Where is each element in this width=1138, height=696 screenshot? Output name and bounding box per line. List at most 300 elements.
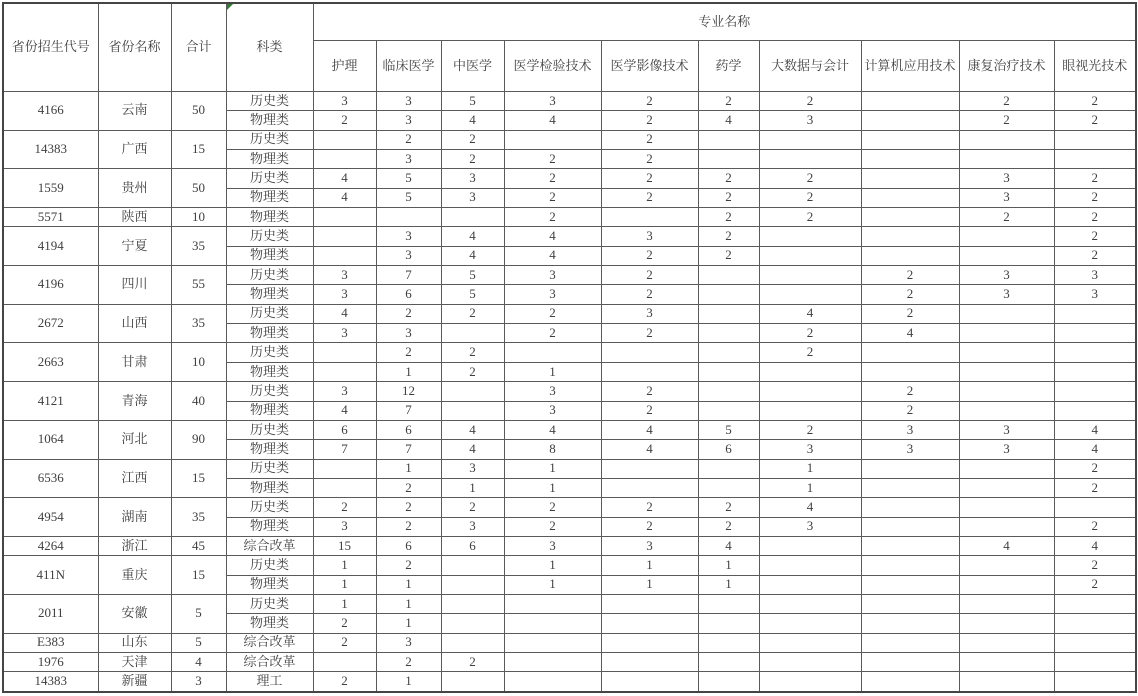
cell-value-临床医学: 2 <box>376 498 441 517</box>
cell-value-大数据与会计 <box>759 594 861 613</box>
cell-total: 55 <box>171 266 226 305</box>
table-row-江西-历史类 <box>3 459 1136 478</box>
cell-value-计算机应用技术 <box>861 517 959 536</box>
cell-value-眼视光技术 <box>1054 130 1136 149</box>
header-subject-category-label: 科类 <box>256 39 283 55</box>
table-row-陕西-物理类 <box>3 208 1136 227</box>
cell-value-药学 <box>698 459 759 478</box>
cell-value-眼视光技术 <box>1054 594 1136 613</box>
cell-category: 物理类 <box>226 614 313 633</box>
cell-value-药学 <box>698 652 759 671</box>
cell-value-大数据与会计: 3 <box>759 111 861 130</box>
cell-category: 物理类 <box>226 285 313 304</box>
cell-value-药学 <box>698 382 759 401</box>
cell-category: 物理类 <box>226 208 313 227</box>
cell-province-code: 2011 <box>3 594 98 633</box>
cell-value-医学检验技术: 3 <box>504 401 601 420</box>
cell-province-code: 4166 <box>3 92 98 131</box>
cell-value-医学检验技术 <box>504 614 601 633</box>
cell-value-医学检验技术: 1 <box>504 556 601 575</box>
cell-value-医学影像技术: 4 <box>601 420 698 439</box>
cell-total: 35 <box>171 304 226 343</box>
cell-category: 历史类 <box>226 343 313 362</box>
cell-value-医学影像技术: 4 <box>601 440 698 459</box>
cell-value-中医学 <box>441 382 504 401</box>
cell-value-大数据与会计 <box>759 652 861 671</box>
cell-value-康复治疗技术: 2 <box>959 92 1054 111</box>
cell-province-code: 411N <box>3 556 98 595</box>
cell-province-code: 1559 <box>3 169 98 208</box>
cell-value-医学影像技术: 2 <box>601 188 698 207</box>
cell-total: 15 <box>171 130 226 169</box>
cell-value-眼视光技术: 3 <box>1054 285 1136 304</box>
cell-category: 综合改革 <box>226 633 313 652</box>
cell-province-name: 青海 <box>98 382 171 421</box>
cell-value-康复治疗技术 <box>959 324 1054 343</box>
cell-value-药学 <box>698 614 759 633</box>
cell-value-计算机应用技术 <box>861 111 959 130</box>
cell-value-康复治疗技术: 2 <box>959 208 1054 227</box>
cell-value-护理 <box>313 227 376 246</box>
header-major-9: 眼视光技术 <box>1054 41 1136 92</box>
cell-total: 4 <box>171 652 226 671</box>
cell-value-计算机应用技术 <box>861 343 959 362</box>
header-major-7: 计算机应用技术 <box>861 41 959 92</box>
cell-value-中医学: 2 <box>441 130 504 149</box>
cell-value-临床医学: 3 <box>376 92 441 111</box>
cell-value-医学影像技术 <box>601 672 698 692</box>
cell-value-大数据与会计 <box>759 633 861 652</box>
cell-value-康复治疗技术 <box>959 517 1054 536</box>
cell-value-护理 <box>313 362 376 381</box>
cell-value-医学影像技术: 2 <box>601 401 698 420</box>
cell-category: 物理类 <box>226 517 313 536</box>
cell-value-眼视光技术 <box>1054 401 1136 420</box>
cell-value-大数据与会计: 1 <box>759 459 861 478</box>
cell-value-医学检验技术: 4 <box>504 246 601 265</box>
cell-value-计算机应用技术 <box>861 169 959 188</box>
header-total: 合计 <box>171 3 226 92</box>
cell-value-药学: 1 <box>698 575 759 594</box>
cell-category: 物理类 <box>226 401 313 420</box>
cell-value-医学检验技术: 3 <box>504 285 601 304</box>
cell-value-药学 <box>698 324 759 343</box>
cell-value-医学影像技术 <box>601 459 698 478</box>
cell-value-康复治疗技术 <box>959 498 1054 517</box>
cell-value-护理 <box>313 343 376 362</box>
cell-total: 5 <box>171 633 226 652</box>
cell-province-code: 6536 <box>3 459 98 498</box>
cell-value-临床医学: 1 <box>376 362 441 381</box>
cell-value-计算机应用技术 <box>861 130 959 149</box>
cell-province-name: 陕西 <box>98 208 171 227</box>
cell-value-医学检验技术 <box>504 130 601 149</box>
cell-value-中医学: 4 <box>441 440 504 459</box>
header-major-group: 专业名称 <box>313 3 1136 41</box>
cell-value-药学: 2 <box>698 517 759 536</box>
cell-value-临床医学: 7 <box>376 266 441 285</box>
cell-value-药学: 4 <box>698 111 759 130</box>
cell-value-护理: 3 <box>313 517 376 536</box>
table-row-天津-综合改革 <box>3 652 1136 671</box>
header-major-3: 医学检验技术 <box>504 41 601 92</box>
cell-value-大数据与会计 <box>759 227 861 246</box>
cell-province-code: 1976 <box>3 652 98 671</box>
cell-value-康复治疗技术: 3 <box>959 169 1054 188</box>
cell-value-大数据与会计 <box>759 672 861 692</box>
header-major-2: 中医学 <box>441 41 504 92</box>
cell-category: 物理类 <box>226 575 313 594</box>
cell-value-临床医学: 2 <box>376 652 441 671</box>
cell-value-医学检验技术: 2 <box>504 169 601 188</box>
cell-value-护理: 3 <box>313 285 376 304</box>
cell-value-康复治疗技术 <box>959 672 1054 692</box>
cell-value-医学检验技术 <box>504 652 601 671</box>
cell-value-药学: 5 <box>698 420 759 439</box>
cell-category: 历史类 <box>226 130 313 149</box>
cell-value-药学: 6 <box>698 440 759 459</box>
cell-value-临床医学: 1 <box>376 594 441 613</box>
cell-value-医学影像技术 <box>601 343 698 362</box>
cell-value-医学检验技术: 8 <box>504 440 601 459</box>
table-row-安徽-历史类 <box>3 594 1136 613</box>
cell-value-眼视光技术 <box>1054 672 1136 692</box>
cell-value-中医学 <box>441 672 504 692</box>
cell-category: 历史类 <box>226 266 313 285</box>
cell-value-药学: 2 <box>698 246 759 265</box>
cell-value-康复治疗技术: 3 <box>959 420 1054 439</box>
cell-value-中医学: 3 <box>441 459 504 478</box>
cell-value-医学影像技术: 3 <box>601 304 698 323</box>
table-row-湖南-历史类 <box>3 498 1136 517</box>
cell-value-康复治疗技术 <box>959 575 1054 594</box>
cell-value-临床医学: 2 <box>376 556 441 575</box>
cell-category: 历史类 <box>226 227 313 246</box>
cell-value-医学影像技术: 1 <box>601 556 698 575</box>
cell-category: 物理类 <box>226 188 313 207</box>
cell-value-中医学: 6 <box>441 536 504 555</box>
cell-value-康复治疗技术 <box>959 594 1054 613</box>
cell-value-药学: 2 <box>698 227 759 246</box>
cell-value-临床医学: 3 <box>376 633 441 652</box>
cell-category: 历史类 <box>226 92 313 111</box>
cell-value-康复治疗技术 <box>959 150 1054 169</box>
cell-value-护理: 4 <box>313 188 376 207</box>
cell-value-临床医学: 12 <box>376 382 441 401</box>
cell-value-眼视光技术: 2 <box>1054 246 1136 265</box>
cell-value-护理 <box>313 150 376 169</box>
cell-value-护理: 1 <box>313 594 376 613</box>
cell-value-医学检验技术 <box>504 672 601 692</box>
cell-value-药学 <box>698 266 759 285</box>
cell-value-中医学: 2 <box>441 150 504 169</box>
cell-category: 历史类 <box>226 169 313 188</box>
cell-value-康复治疗技术 <box>959 343 1054 362</box>
cell-value-大数据与会计: 3 <box>759 440 861 459</box>
cell-value-医学检验技术: 1 <box>504 575 601 594</box>
cell-value-医学检验技术: 1 <box>504 459 601 478</box>
cell-value-医学影像技术: 2 <box>601 246 698 265</box>
cell-province-name: 山东 <box>98 633 171 652</box>
cell-total: 45 <box>171 536 226 555</box>
cell-value-大数据与会计 <box>759 536 861 555</box>
cell-value-护理: 3 <box>313 92 376 111</box>
cell-total: 40 <box>171 382 226 421</box>
cell-value-医学影像技术 <box>601 594 698 613</box>
cell-value-中医学: 5 <box>441 266 504 285</box>
cell-total: 10 <box>171 208 226 227</box>
cell-value-中医学: 3 <box>441 517 504 536</box>
cell-value-大数据与会计: 2 <box>759 169 861 188</box>
cell-total: 10 <box>171 343 226 382</box>
cell-value-眼视光技术: 2 <box>1054 111 1136 130</box>
cell-value-医学影像技术 <box>601 208 698 227</box>
cell-value-康复治疗技术: 3 <box>959 440 1054 459</box>
cell-value-中医学: 3 <box>441 169 504 188</box>
cell-value-护理 <box>313 246 376 265</box>
cell-value-药学 <box>698 594 759 613</box>
cell-value-临床医学: 3 <box>376 111 441 130</box>
cell-value-眼视光技术 <box>1054 633 1136 652</box>
cell-province-code: 4121 <box>3 382 98 421</box>
cell-total: 15 <box>171 556 226 595</box>
cell-value-眼视光技术: 2 <box>1054 517 1136 536</box>
cell-value-临床医学: 3 <box>376 324 441 343</box>
cell-value-计算机应用技术 <box>861 459 959 478</box>
cell-province-code: 14383 <box>3 672 98 692</box>
cell-value-医学影像技术: 2 <box>601 111 698 130</box>
cell-value-药学 <box>698 633 759 652</box>
cell-value-护理 <box>313 478 376 497</box>
cell-value-眼视光技术: 2 <box>1054 478 1136 497</box>
cell-value-康复治疗技术 <box>959 362 1054 381</box>
cell-value-中医学 <box>441 556 504 575</box>
cell-value-康复治疗技术 <box>959 614 1054 633</box>
cell-value-中医学: 5 <box>441 285 504 304</box>
cell-value-临床医学: 6 <box>376 285 441 304</box>
cell-value-医学检验技术: 1 <box>504 362 601 381</box>
cell-value-护理 <box>313 652 376 671</box>
cell-value-眼视光技术: 4 <box>1054 420 1136 439</box>
cell-province-code: 4196 <box>3 266 98 305</box>
cell-value-康复治疗技术: 3 <box>959 285 1054 304</box>
cell-value-计算机应用技术 <box>861 575 959 594</box>
cell-value-药学: 4 <box>698 536 759 555</box>
cell-value-护理: 7 <box>313 440 376 459</box>
cell-province-code: 4194 <box>3 227 98 266</box>
cell-total: 90 <box>171 420 226 459</box>
cell-value-大数据与会计: 2 <box>759 420 861 439</box>
cell-province-name: 云南 <box>98 92 171 131</box>
cell-value-医学影像技术 <box>601 614 698 633</box>
table-row-新疆-理工 <box>3 672 1136 692</box>
cell-value-计算机应用技术 <box>861 150 959 169</box>
cell-value-医学检验技术: 2 <box>504 324 601 343</box>
cell-value-大数据与会计 <box>759 266 861 285</box>
cell-value-计算机应用技术: 2 <box>861 285 959 304</box>
cell-value-药学: 2 <box>698 188 759 207</box>
cell-value-临床医学: 3 <box>376 227 441 246</box>
cell-value-大数据与会计 <box>759 575 861 594</box>
cell-value-眼视光技术: 3 <box>1054 266 1136 285</box>
cell-value-临床医学: 3 <box>376 246 441 265</box>
cell-value-医学检验技术: 3 <box>504 536 601 555</box>
table-header <box>3 3 1136 92</box>
header-subject-category <box>226 3 313 92</box>
header-province-code: 省份招生代号 <box>3 3 98 92</box>
cell-value-医学影像技术: 2 <box>601 517 698 536</box>
table-row-广西-历史类 <box>3 130 1136 149</box>
cell-value-康复治疗技术 <box>959 304 1054 323</box>
cell-value-眼视光技术 <box>1054 343 1136 362</box>
cell-value-药学 <box>698 285 759 304</box>
cell-total: 50 <box>171 92 226 131</box>
cell-value-康复治疗技术: 3 <box>959 188 1054 207</box>
cell-category: 历史类 <box>226 594 313 613</box>
cell-value-中医学 <box>441 614 504 633</box>
cell-value-计算机应用技术: 2 <box>861 304 959 323</box>
cell-value-计算机应用技术: 4 <box>861 324 959 343</box>
cell-value-药学 <box>698 672 759 692</box>
cell-value-医学影像技术 <box>601 478 698 497</box>
cell-province-name: 广西 <box>98 130 171 169</box>
cell-province-code: 4954 <box>3 498 98 537</box>
cell-value-眼视光技术: 2 <box>1054 169 1136 188</box>
cell-value-医学检验技术: 3 <box>504 382 601 401</box>
cell-value-护理 <box>313 459 376 478</box>
cell-province-name: 江西 <box>98 459 171 498</box>
cell-province-code: E383 <box>3 633 98 652</box>
cell-value-护理: 1 <box>313 556 376 575</box>
cell-value-医学影像技术: 2 <box>601 324 698 343</box>
cell-value-大数据与会计 <box>759 246 861 265</box>
cell-value-中医学 <box>441 633 504 652</box>
cell-value-计算机应用技术 <box>861 652 959 671</box>
cell-value-中医学: 4 <box>441 227 504 246</box>
cell-value-计算机应用技术 <box>861 536 959 555</box>
cell-value-药学: 2 <box>698 169 759 188</box>
cell-value-眼视光技术: 4 <box>1054 440 1136 459</box>
cell-value-临床医学: 7 <box>376 440 441 459</box>
table-row-贵州-历史类 <box>3 169 1136 188</box>
cell-value-医学影像技术 <box>601 652 698 671</box>
cell-value-中医学: 2 <box>441 498 504 517</box>
cell-province-name: 贵州 <box>98 169 171 208</box>
cell-value-护理: 2 <box>313 633 376 652</box>
cell-value-护理: 6 <box>313 420 376 439</box>
cell-value-中医学: 2 <box>441 304 504 323</box>
cell-value-医学影像技术: 3 <box>601 227 698 246</box>
header-major-8: 康复治疗技术 <box>959 41 1054 92</box>
table-row-河北-历史类 <box>3 420 1136 439</box>
cell-value-医学影像技术: 2 <box>601 150 698 169</box>
cell-value-护理: 4 <box>313 169 376 188</box>
cell-category: 物理类 <box>226 440 313 459</box>
cell-value-大数据与会计 <box>759 614 861 633</box>
cell-value-医学影像技术: 2 <box>601 498 698 517</box>
header-major-6: 大数据与会计 <box>759 41 861 92</box>
cell-value-临床医学: 2 <box>376 517 441 536</box>
cell-total: 15 <box>171 459 226 498</box>
cell-value-大数据与会计: 2 <box>759 208 861 227</box>
header-major-4: 医学影像技术 <box>601 41 698 92</box>
cell-value-中医学: 3 <box>441 188 504 207</box>
cell-value-眼视光技术: 2 <box>1054 92 1136 111</box>
cell-value-中医学: 2 <box>441 343 504 362</box>
cell-value-医学影像技术: 2 <box>601 266 698 285</box>
cell-value-药学: 1 <box>698 556 759 575</box>
cell-category: 物理类 <box>226 150 313 169</box>
cell-value-康复治疗技术: 4 <box>959 536 1054 555</box>
cell-value-临床医学: 2 <box>376 130 441 149</box>
cell-value-临床医学 <box>376 208 441 227</box>
cell-province-name: 河北 <box>98 420 171 459</box>
cell-value-计算机应用技术 <box>861 227 959 246</box>
cell-province-code: 1064 <box>3 420 98 459</box>
cell-value-中医学: 1 <box>441 478 504 497</box>
cell-value-大数据与会计 <box>759 401 861 420</box>
cell-value-药学: 2 <box>698 498 759 517</box>
header-major-1: 临床医学 <box>376 41 441 92</box>
cell-value-中医学 <box>441 401 504 420</box>
table-row-浙江-综合改革 <box>3 536 1136 555</box>
cell-value-眼视光技术 <box>1054 362 1136 381</box>
cell-value-护理 <box>313 208 376 227</box>
cell-value-中医学 <box>441 594 504 613</box>
cell-value-眼视光技术 <box>1054 304 1136 323</box>
cell-value-康复治疗技术 <box>959 382 1054 401</box>
cell-value-康复治疗技术: 2 <box>959 111 1054 130</box>
cell-value-药学: 2 <box>698 92 759 111</box>
table-body <box>3 92 1136 693</box>
cell-value-康复治疗技术 <box>959 478 1054 497</box>
cell-province-name: 新疆 <box>98 672 171 692</box>
cell-value-大数据与会计: 3 <box>759 517 861 536</box>
cell-value-大数据与会计: 4 <box>759 304 861 323</box>
cell-value-医学检验技术: 1 <box>504 478 601 497</box>
cell-value-康复治疗技术 <box>959 130 1054 149</box>
cell-value-大数据与会计 <box>759 285 861 304</box>
cell-value-临床医学: 5 <box>376 188 441 207</box>
cell-value-计算机应用技术 <box>861 556 959 575</box>
cell-value-计算机应用技术 <box>861 208 959 227</box>
cell-value-药学 <box>698 150 759 169</box>
cell-value-医学影像技术: 2 <box>601 285 698 304</box>
cell-value-中医学 <box>441 324 504 343</box>
cell-value-护理: 2 <box>313 111 376 130</box>
cell-value-计算机应用技术 <box>861 362 959 381</box>
cell-value-计算机应用技术 <box>861 672 959 692</box>
cell-value-计算机应用技术: 3 <box>861 420 959 439</box>
cell-value-医学检验技术: 2 <box>504 188 601 207</box>
cell-value-临床医学: 2 <box>376 343 441 362</box>
table-row-山西-历史类 <box>3 304 1136 323</box>
cell-value-大数据与会计: 4 <box>759 498 861 517</box>
cell-province-code: 14383 <box>3 130 98 169</box>
cell-value-药学 <box>698 304 759 323</box>
cell-province-name: 重庆 <box>98 556 171 595</box>
cell-value-临床医学: 1 <box>376 575 441 594</box>
cell-value-护理: 1 <box>313 575 376 594</box>
cell-value-医学影像技术: 2 <box>601 130 698 149</box>
cell-value-药学 <box>698 362 759 381</box>
cell-value-康复治疗技术 <box>959 401 1054 420</box>
cell-value-大数据与会计: 2 <box>759 343 861 362</box>
cell-total: 5 <box>171 594 226 633</box>
table-row-甘肃-历史类 <box>3 343 1136 362</box>
cell-value-中医学: 2 <box>441 652 504 671</box>
cell-value-药学 <box>698 401 759 420</box>
